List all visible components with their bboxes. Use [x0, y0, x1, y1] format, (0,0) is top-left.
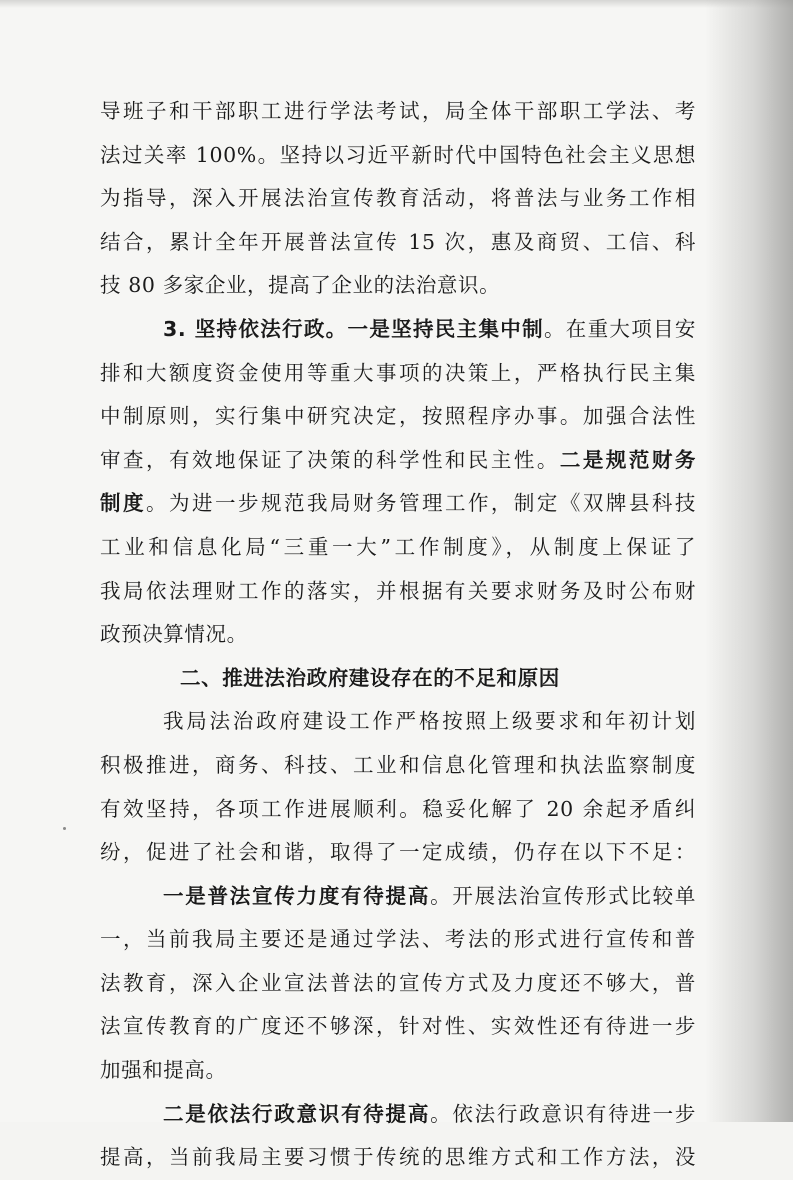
paragraph-text: 。为进一步规范我局财务管理工作，制定《双牌县科技 — [146, 491, 696, 516]
paragraph-first-line — [100, 308, 696, 352]
paragraph-line: 法宣传教育的广度还不够深，针对性、实效性还有待进一步 — [100, 1014, 696, 1039]
paragraph-line: 我局依法理财工作的落实，并根据有关要求财务及时公布财 — [100, 578, 696, 603]
paragraph-line: 结合，累计全年开展普法宣传 15 次，惠及商贸、工信、科 — [100, 229, 696, 254]
paragraph-first-line — [100, 875, 696, 919]
paragraph-text: 审查，有效地保证了决策的科学性和民主性。 — [100, 447, 560, 472]
paragraph-line: 法教育，深入企业宣法普法的宣传方式及力度还不够大，普 — [100, 970, 696, 995]
paragraph-first-line — [100, 1093, 696, 1137]
point-heading: 二是依法行政意识有待提高 — [163, 1101, 431, 1126]
paragraph-text: 。开展法治宣传形式比较单 — [430, 883, 696, 908]
point-heading: 制度 — [100, 491, 146, 516]
paragraph-line: 为指导，深入开展法治宣传教育活动，将普法与业务工作相 — [100, 186, 696, 211]
paragraph-line: 法过关率 100%。坚持以习近平新时代中国特色社会主义思想 — [100, 142, 696, 167]
subheading-text: 3. 坚持依法行政。 — [163, 316, 348, 341]
paragraph-line: 积极推进，商务、科技、工业和信息化管理和执法监察制度 — [100, 752, 696, 777]
paragraph-line: 有效坚持，各项工作进展顺利。稳妥化解了 20 余起矛盾纠 — [100, 796, 696, 821]
paragraph-line — [100, 482, 696, 526]
scan-top-edge — [0, 0, 793, 8]
paragraph-text: 。在重大项目安 — [543, 316, 696, 341]
point-heading: 一是普法宣传力度有待提高 — [163, 883, 431, 908]
paragraph-text: 。依法行政意识有待进一步 — [430, 1101, 696, 1126]
paragraph-line: 纷，促进了社会和谐，取得了一定成绩，仍存在以下不足： — [100, 840, 696, 865]
paragraph-line: 技 80 多家企业，提高了企业的法治意识。 — [100, 273, 501, 298]
paragraph-line: 导班子和干部职工进行学法考试，局全体干部职工学法、考 — [100, 99, 696, 123]
scan-right-edge-shadow — [705, 0, 793, 1122]
paragraph-first-line: 我局法治政府建设工作严格按照上级要求和年初计划 — [163, 709, 696, 734]
paragraph-line: 一，当前我局主要还是通过学法、考法的形式进行宣传和普 — [100, 927, 696, 952]
point-heading: 二是规范财务 — [559, 447, 696, 472]
paragraph-line — [100, 439, 696, 483]
paragraph-line: 政预决算情况。 — [100, 622, 248, 647]
paragraph-line: 提高，当前我局主要习惯于传统的思维方式和工作方法，没 — [100, 1145, 696, 1170]
scan-speck — [63, 827, 66, 830]
section-heading: 二、推进法治政府建设存在的不足和原因 — [180, 665, 560, 690]
point-heading: 一是坚持民主集中制 — [347, 316, 544, 341]
paragraph-line: 中制原则，实行集中研究决定，按照程序办事。加强合法性 — [100, 404, 696, 429]
document-body — [100, 90, 696, 1180]
paragraph-line: 工业和信息化局“三重一大”工作制度》，从制度上保证了 — [100, 534, 696, 559]
paragraph-line: 排和大额度资金使用等重大事项的决策上，严格执行民主集 — [100, 360, 696, 385]
paragraph-line: 加强和提高。 — [100, 1058, 227, 1083]
